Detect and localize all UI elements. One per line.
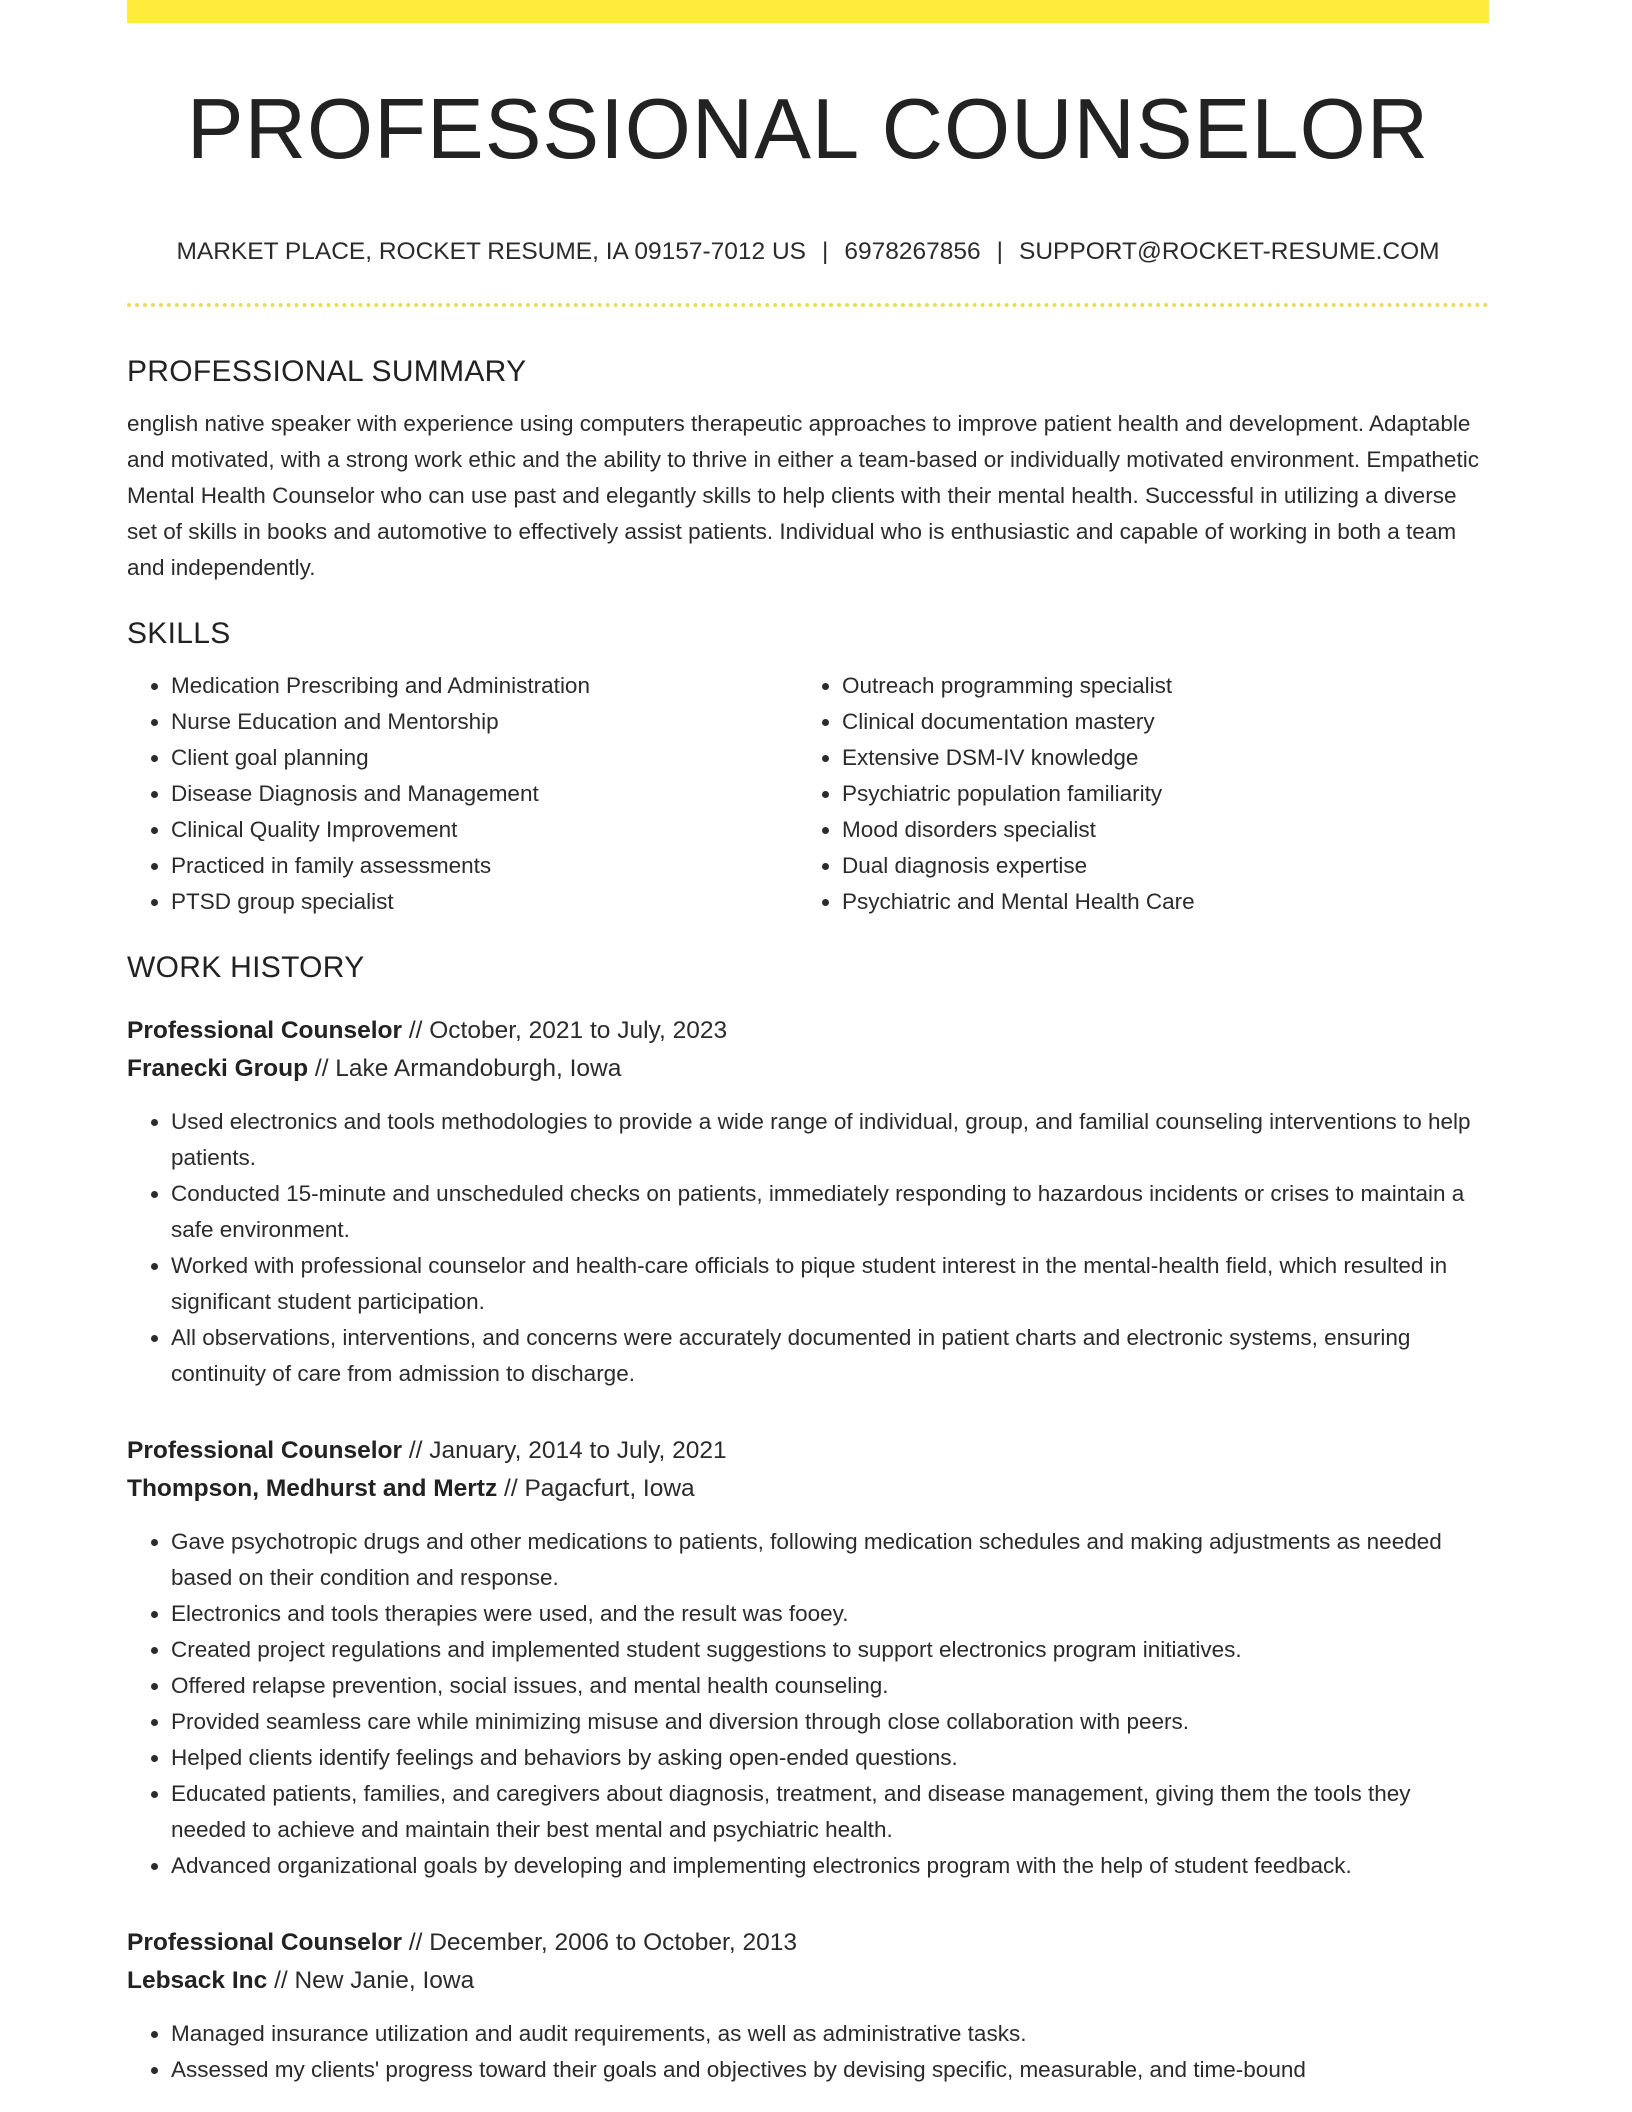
job-dates: // January, 2014 to July, 2021	[402, 1437, 727, 1464]
job-company: Franecki Group	[127, 1055, 309, 1082]
job-duty-item: • Provided seamless care while minimizing misuse and diversion through close collaboration with peers.	[171, 1704, 1489, 1740]
work-history-section	[127, 946, 1489, 2088]
job-duty-item: • Used electronics and tools methodologies to provide a wide range of individual, group, and familial counseling interventions to help patients.	[171, 1104, 1489, 1176]
job-company: Thompson, Medhurst and Mertz	[127, 1475, 498, 1502]
job-title: Professional Counselor	[127, 1929, 403, 1956]
job-duty-item: • Assessed my clients' progress toward their goals and objectives by devising specific, measurable, and time-bound	[171, 2052, 1489, 2088]
skill-item: • Psychiatric population familiarity	[842, 776, 1469, 812]
skills-list-left	[127, 668, 798, 920]
job-title-line	[127, 1432, 1489, 1470]
skill-item: • Nurse Education and Mentorship	[171, 704, 798, 740]
job-entry	[127, 1012, 1489, 1392]
contact-separator: |	[821, 238, 829, 265]
job-duty-item: • Offered relapse prevention, social issues, and mental health counseling.	[171, 1668, 1489, 1704]
skill-item: • Medication Prescribing and Administration	[171, 668, 798, 704]
skill-item: • Outreach programming specialist	[842, 668, 1469, 704]
job-duty-item: • All observations, interventions, and concerns were accurately documented in patient charts and electronic systems, ensuring continuity of care from admission to discharge.	[171, 1320, 1489, 1392]
job-duties-list	[127, 1104, 1489, 1392]
job-dates: // October, 2021 to July, 2023	[402, 1017, 728, 1044]
job-dates: // December, 2006 to October, 2013	[402, 1929, 797, 1956]
job-duty-item: • Created project regulations and implemented student suggestions to support electronics program initiatives.	[171, 1632, 1489, 1668]
summary-text: english native speaker with experience using computers therapeutic approaches to improve patient health and development. Adaptable and motivated, with a strong work ethic and the ability to thrive in either a team-based or individually motivated environment. Empathetic Mental Health Counselor who can use past and elegantly skills to help clients with their mental health. Successful in utilizing a diverse set of skills in books and automotive to effectively assist patients. Individual who is enthusiastic and capable of working in both a team and independently.	[127, 411, 1479, 580]
dotted-divider	[127, 303, 1489, 307]
accent-bar	[127, 0, 1489, 23]
job-duty-item: • Worked with professional counselor and health-care officials to pique student interest in the mental-health field, which resulted in significant student participation.	[171, 1248, 1489, 1320]
skill-item: • Clinical documentation mastery	[842, 704, 1469, 740]
skill-item: • Practiced in family assessments	[171, 848, 798, 884]
job-location: // Lake Armandoburgh, Iowa	[308, 1055, 622, 1082]
job-company-line	[127, 1470, 1489, 1508]
job-title: Professional Counselor	[127, 1437, 403, 1464]
summary-heading: PROFESSIONAL SUMMARY	[127, 355, 527, 388]
job-company-line	[127, 1050, 1489, 1088]
job-duty-item: • Electronics and tools therapies were used, and the result was fooey.	[171, 1596, 1489, 1632]
job-entry	[127, 1432, 1489, 1884]
resume-body	[127, 350, 1489, 2088]
contact-email: SUPPORT@ROCKET-RESUME.COM	[1019, 238, 1440, 265]
summary-section	[127, 350, 1489, 586]
job-duty-item: • Conducted 15-minute and unscheduled checks on patients, immediately responding to hazardous incidents or crises to maintain a safe environment.	[171, 1176, 1489, 1248]
job-duty-item: • Managed insurance utilization and audit requirements, as well as administrative tasks.	[171, 2016, 1489, 2052]
skill-item: • Psychiatric and Mental Health Care	[842, 884, 1469, 920]
skill-item: • Client goal planning	[171, 740, 798, 776]
job-duty-item: • Helped clients identify feelings and behaviors by asking open-ended questions.	[171, 1740, 1489, 1776]
job-company-line	[127, 1962, 1489, 2000]
skill-item: • Clinical Quality Improvement	[171, 812, 798, 848]
work-history-heading: WORK HISTORY	[127, 951, 365, 984]
job-duties-list	[127, 1524, 1489, 1884]
skills-section	[127, 612, 1489, 920]
contact-line	[127, 234, 1489, 270]
job-title: Professional Counselor	[127, 1017, 403, 1044]
job-entry	[127, 1924, 1489, 2088]
contact-phone: 6978267856	[844, 238, 981, 265]
skills-list-right	[798, 668, 1469, 920]
job-company: Lebsack Inc	[127, 1967, 268, 1994]
job-title-line	[127, 1012, 1489, 1050]
job-duties-list	[127, 2016, 1489, 2088]
skill-item: • Mood disorders specialist	[842, 812, 1469, 848]
skill-item: • PTSD group specialist	[171, 884, 798, 920]
contact-address: MARKET PLACE, ROCKET RESUME, IA 09157-7012 US	[176, 238, 806, 265]
resume-name: PROFESSIONAL COUNSELOR	[186, 82, 1430, 177]
skills-columns	[127, 668, 1489, 920]
job-duty-item: • Advanced organizational goals by developing and implementing electronics program with the help of student feedback.	[171, 1848, 1489, 1884]
job-duty-item: • Gave psychotropic drugs and other medications to patients, following medication schedules and making adjustments as needed based on their condition and response.	[171, 1524, 1489, 1596]
job-title-line	[127, 1924, 1489, 1962]
contact-separator: |	[996, 238, 1003, 265]
skill-item: • Dual diagnosis expertise	[842, 848, 1469, 884]
job-location: // New Janie, Iowa	[267, 1967, 475, 1994]
job-location: // Pagacfurt, Iowa	[497, 1475, 695, 1502]
skill-item: • Extensive DSM-IV knowledge	[842, 740, 1469, 776]
job-duty-item: • Educated patients, families, and caregivers about diagnosis, treatment, and disease management, giving them the tools they needed to achieve and maintain their best mental and psychiatric health.	[171, 1776, 1489, 1848]
skill-item: • Disease Diagnosis and Management	[171, 776, 798, 812]
skills-heading: SKILLS	[127, 617, 231, 650]
